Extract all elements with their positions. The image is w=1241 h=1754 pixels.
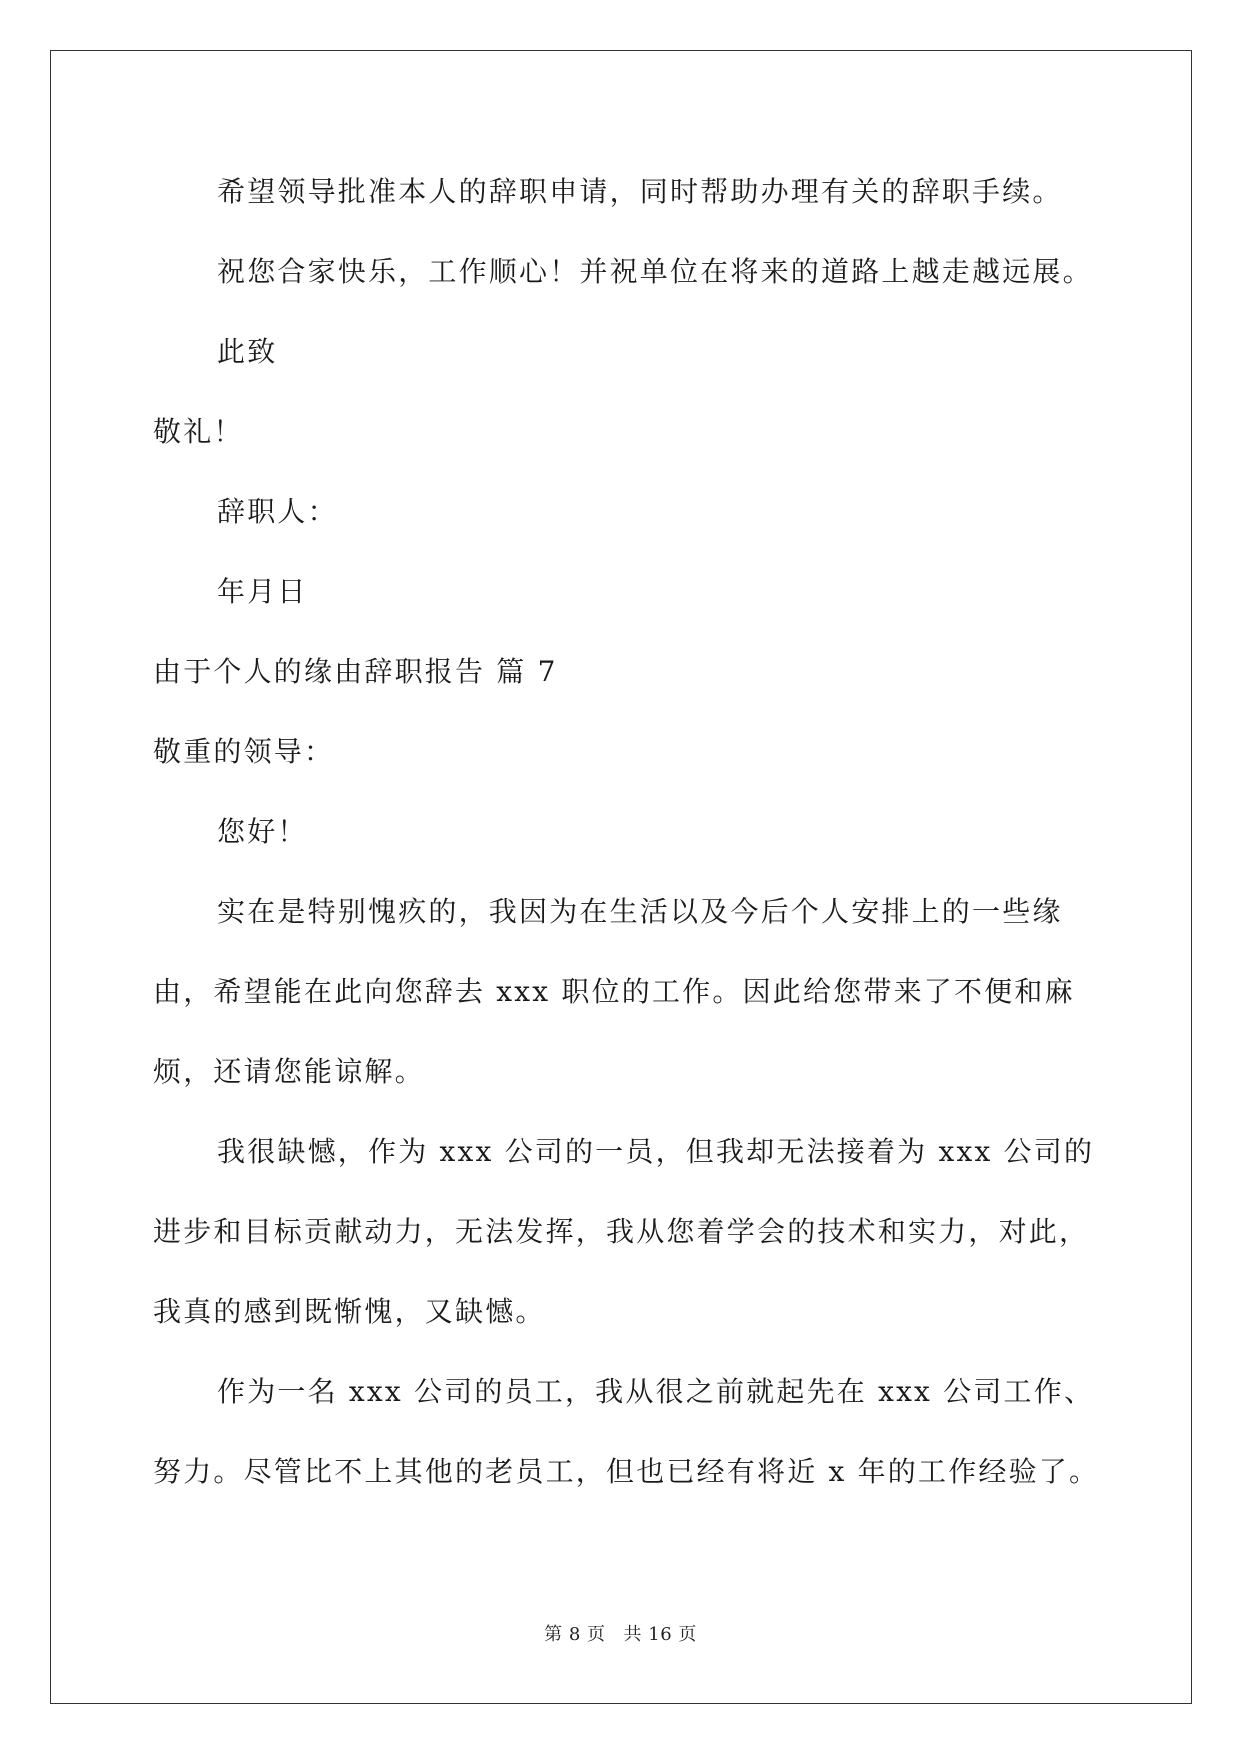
paragraph-line: 祝您合家快乐，工作顺心！并祝单位在将来的道路上越走越远展。	[217, 255, 1093, 288]
paragraph-line: 年月日	[217, 575, 308, 608]
paragraph-line: 实在是特别愧疚的，我因为在生活以及今后个人安排上的一些缘	[217, 895, 1063, 928]
paragraph-line: 进步和目标贡献动力，无法发挥，我从您着学会的技术和实力，对此，	[153, 1215, 1090, 1248]
paragraph-line: 此致	[217, 335, 278, 368]
page-footer	[0, 1620, 1241, 1646]
paragraph-line: 希望领导批准本人的辞职申请，同时帮助办理有关的辞职手续。	[217, 175, 1063, 208]
paragraph-line: 努力。尽管比不上其他的老员工，但也已经有将近 x 年的工作经验了。	[153, 1455, 1100, 1488]
paragraph-line: 由于个人的缘由辞职报告 篇 7	[153, 655, 558, 688]
paragraph-line: 作为一名 xxx 公司的员工，我从很之前就起先在 xxx 公司工作、	[217, 1375, 1095, 1408]
paragraph-line: 我很缺憾，作为 xxx 公司的一员，但我却无法接着为 xxx 公司的	[217, 1135, 1095, 1168]
paragraph-line: 敬礼！	[153, 415, 244, 448]
document-body	[153, 160, 1100, 1520]
paragraph-line: 烦，还请您能谅解。	[153, 1055, 425, 1088]
page-number: 第 8 页	[544, 1624, 606, 1645]
paragraph-line: 敬重的领导：	[153, 735, 335, 768]
paragraph-line: 我真的感到既惭愧，又缺憾。	[153, 1295, 546, 1328]
paragraph-line: 辞职人：	[217, 495, 338, 528]
page-total: 共 16 页	[623, 1624, 697, 1645]
paragraph-line: 由，希望能在此向您辞去 xxx 职位的工作。因此给您带来了不便和麻	[153, 975, 1075, 1008]
paragraph-line: 您好！	[217, 815, 308, 848]
